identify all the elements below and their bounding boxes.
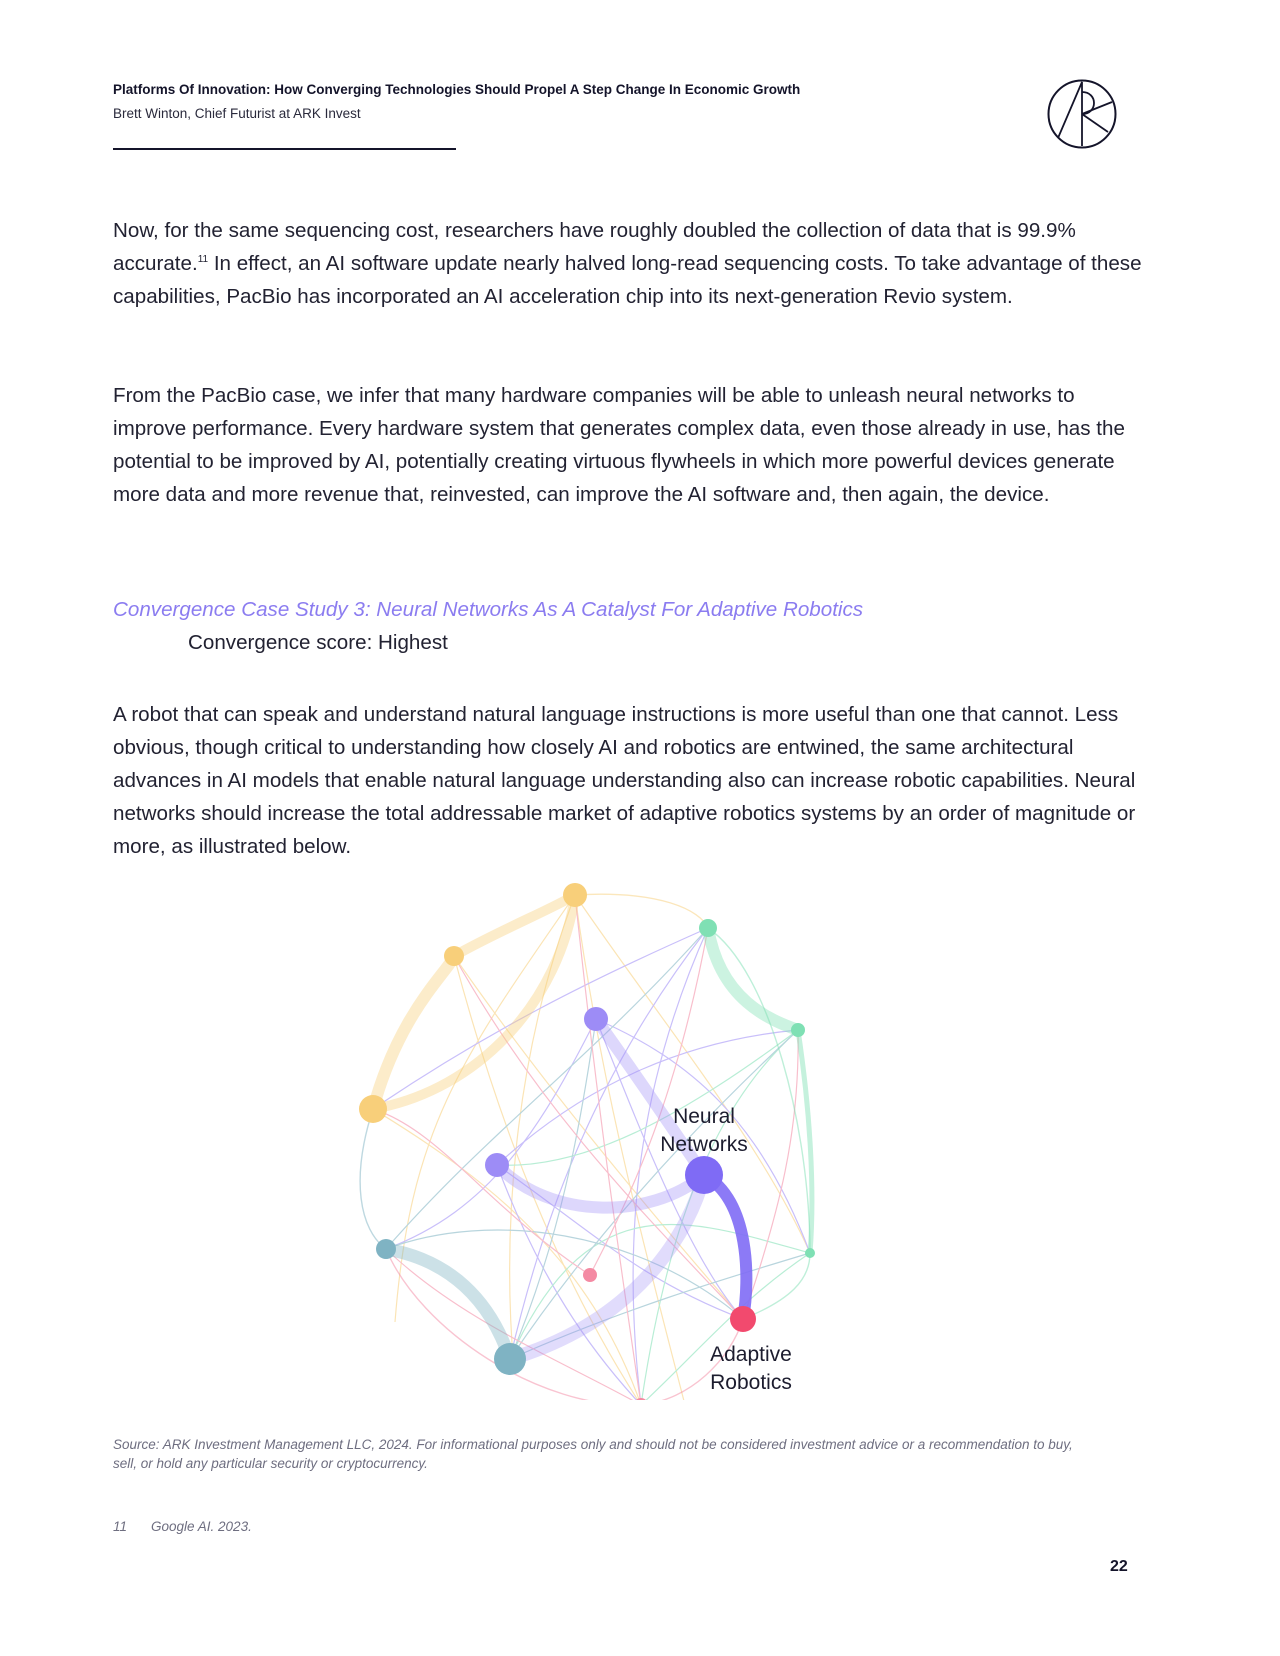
convergence-score: Convergence score: Highest [188, 631, 448, 654]
edge-strong [373, 895, 575, 1109]
edge-strong [497, 1165, 704, 1208]
label-adaptive: Adaptive [710, 1343, 792, 1366]
node-yellow [563, 883, 587, 907]
node-teal [376, 1239, 396, 1259]
convergence-network-diagram [340, 880, 880, 1400]
node-teal [494, 1343, 526, 1375]
paragraph-sequencing-text-b: In effect, an AI software update nearly halved long-read sequencing costs. To take advantage of these capabilities, PacBio has incorporated an AI acceleration chip into its next-generation Revio system. [113, 252, 1142, 308]
network-strong-edges [373, 895, 812, 1359]
node-adaptive-robotics [730, 1306, 756, 1332]
node-pink [583, 1268, 597, 1282]
node-purple [584, 1007, 608, 1031]
header-title: Platforms Of Innovation: How Converging Technologies Should Propel A Step Change In Economic Growth [113, 82, 801, 97]
node-yellow [359, 1095, 387, 1123]
paragraph-sequencing [113, 214, 1143, 313]
edge-faint [386, 1249, 641, 1400]
edge-faint [360, 1109, 386, 1249]
paragraph-robotics: A robot that can speak and understand natural language instructions is more useful than one that cannot. Less obvious, though critical to understanding how closely AI and robotics are entwined, the same architectural advances in AI models that enable natural language understanding also can increase robotic capabilities. Neural networks should increase the total addressable market of adaptive robotics systems by an order of magnitude or more, as illustrated below. [113, 703, 1136, 858]
page-number: 22 [1110, 1558, 1128, 1575]
label-neural: Neural [673, 1105, 735, 1128]
header-divider [113, 148, 456, 150]
label-networks: Networks [660, 1133, 748, 1156]
paragraph-pacbio-inference: From the PacBio case, we infer that many hardware companies will be able to unleash neural networks to improve performance. Every hardware system that generates complex data, even those already in use, has the potential to be improved by AI, potentially creating virtuous flywheels in which more powerful devices generate more data and more revenue that, reinvested, can improve the AI software and, then again, the device. [113, 384, 1125, 506]
footnote-number: 11 [113, 1519, 128, 1534]
source-note: Source: ARK Investment Management LLC, 2024. For informational purposes only and should not be considered investment advice or a recommendation to buy, sell, or hold any particular security or cryptocurrency. [113, 1437, 1073, 1471]
footnote [113, 1519, 252, 1534]
header-author: Brett Winton, Chief Futurist at ARK Invest [113, 106, 361, 121]
ark-logo-icon [1046, 78, 1118, 150]
node-green [791, 1023, 805, 1037]
edge-strong [708, 928, 798, 1030]
node-green [699, 919, 717, 937]
footnote-ref[interactable]: 11 [197, 254, 209, 266]
paragraph-sequencing-text-a: Now, for the same sequencing cost, researchers have roughly doubled the collection of data that is 99.9% accurate. [113, 219, 1076, 275]
label-robotics: Robotics [710, 1371, 792, 1394]
node-green [805, 1248, 815, 1258]
footnote-text: Google AI. 2023. [151, 1519, 252, 1534]
node-neural-networks [685, 1156, 723, 1194]
case-study-heading: Convergence Case Study 3: Neural Networks As A Catalyst For Adaptive Robotics [113, 598, 864, 621]
edge-faint [386, 1249, 641, 1400]
node-purple [485, 1153, 509, 1177]
edge-faint [373, 928, 708, 1109]
node-yellow [444, 946, 464, 966]
